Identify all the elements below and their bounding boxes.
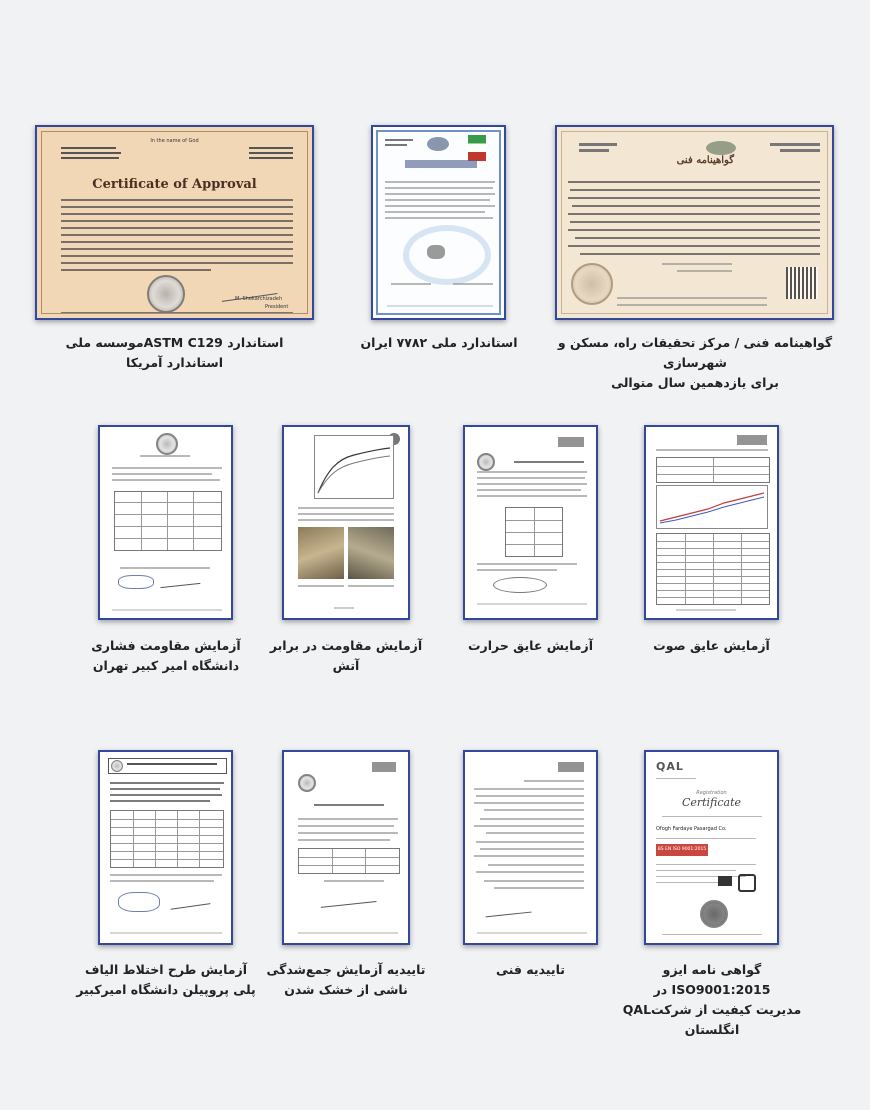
stamp-seal	[118, 575, 154, 589]
standard-badge: BS EN ISO 9001:2015	[656, 844, 708, 856]
signature-icon	[484, 900, 531, 918]
certificate-card-drying-shrinkage[interactable]	[282, 750, 410, 945]
document-header-box	[108, 758, 227, 774]
caption-fire-resistance: آزمایش مقاومت در برابر آتش	[269, 638, 423, 673]
logo-icon	[558, 437, 584, 447]
signature-icon	[160, 575, 201, 588]
photo-icon	[348, 527, 394, 579]
certificate-card-thermal-insulation[interactable]	[463, 425, 598, 620]
caption-technical-approval: تاییدیه فنی	[496, 962, 565, 977]
check-mark-icon	[738, 874, 756, 892]
certificate-card-astm[interactable]	[35, 125, 314, 320]
certificate-card-national-standard[interactable]	[371, 125, 506, 320]
logo-icon	[558, 762, 584, 772]
photo-icon	[298, 527, 344, 579]
stamp-seal	[493, 577, 547, 593]
certificate-card-technical-approval[interactable]	[463, 750, 598, 945]
emblem-icon	[427, 137, 449, 151]
signature-icon	[170, 895, 211, 909]
caption-astm: استاندارد ASTM C129موسسه ملی استاندارد آمریکا	[65, 335, 284, 370]
caption-technical: گواهینامه فنی / مرکز تحقیقات راه، مسکن و شهرسازی برای یازدهمین سال متوالی	[557, 335, 833, 390]
certificate-card-technical[interactable]	[555, 125, 834, 320]
stamp-seal	[118, 892, 160, 912]
caption-iso9001: گواهی نامه ایزو ISO9001:2015 در مدیریت کیفیت از شرکتQAL انگلستان	[622, 962, 802, 1037]
certificate-signatory: M. Shekarchizadeh	[235, 296, 283, 302]
certificate-header: In the name of God	[150, 138, 199, 144]
certificate-card-sound-insulation[interactable]	[644, 425, 779, 620]
certificate-card-iso9001[interactable]	[644, 750, 779, 945]
caption-thermal-insulation: آزمایش عایق حرارت	[468, 638, 593, 653]
certificate-card-compressive-strength[interactable]	[98, 425, 233, 620]
chart-icon	[656, 485, 768, 529]
certificate-title: گواهینامه فنی	[676, 155, 734, 166]
certificate-title: Certificate	[681, 796, 742, 809]
logo-icon	[737, 435, 767, 445]
stamp-seal	[477, 453, 495, 471]
logo-icon	[372, 762, 396, 772]
watermark-icon	[403, 225, 491, 285]
accreditation-icon	[718, 876, 732, 886]
flag-icon	[468, 135, 486, 161]
certificate-title: Certificate of Approval	[92, 177, 257, 192]
certificate-subtitle: Registration	[696, 790, 727, 796]
stamp-seal	[700, 900, 728, 928]
caption-drying-shrinkage: تاییدیه آزمایش جمع‌شدگی ناشی از خشک شدن	[266, 962, 426, 997]
certificate-president: President	[265, 304, 289, 310]
emblem-icon	[706, 141, 736, 155]
caption-sound-insulation: آزمایش عایق صوت	[653, 638, 770, 653]
certificate-company: Ofogh Fardaye Pasargad Co.	[656, 826, 727, 832]
caption-polypropylene-fiber: آزمایش طرح اختلاط الیاف پلی پروپیلن دانشگاه امیرکبیر	[76, 962, 256, 997]
caption-national-standard: استاندارد ملی ۷۷۸۲ ایران	[360, 335, 518, 350]
signature-icon	[319, 889, 376, 908]
qr-code-icon	[786, 267, 818, 299]
emblem-icon	[298, 774, 316, 792]
stamp-seal	[147, 275, 185, 313]
certificate-card-fire-resistance[interactable]	[282, 425, 410, 620]
emblem-icon	[156, 433, 178, 455]
caption-compressive-strength: آزمایش مقاومت فشاری دانشگاه امیر کبیر تهران	[91, 638, 241, 673]
chart-icon	[314, 435, 394, 499]
qal-logo: QAL	[656, 760, 684, 773]
stamp-seal	[571, 263, 613, 305]
certificate-card-polypropylene-fiber[interactable]	[98, 750, 233, 945]
